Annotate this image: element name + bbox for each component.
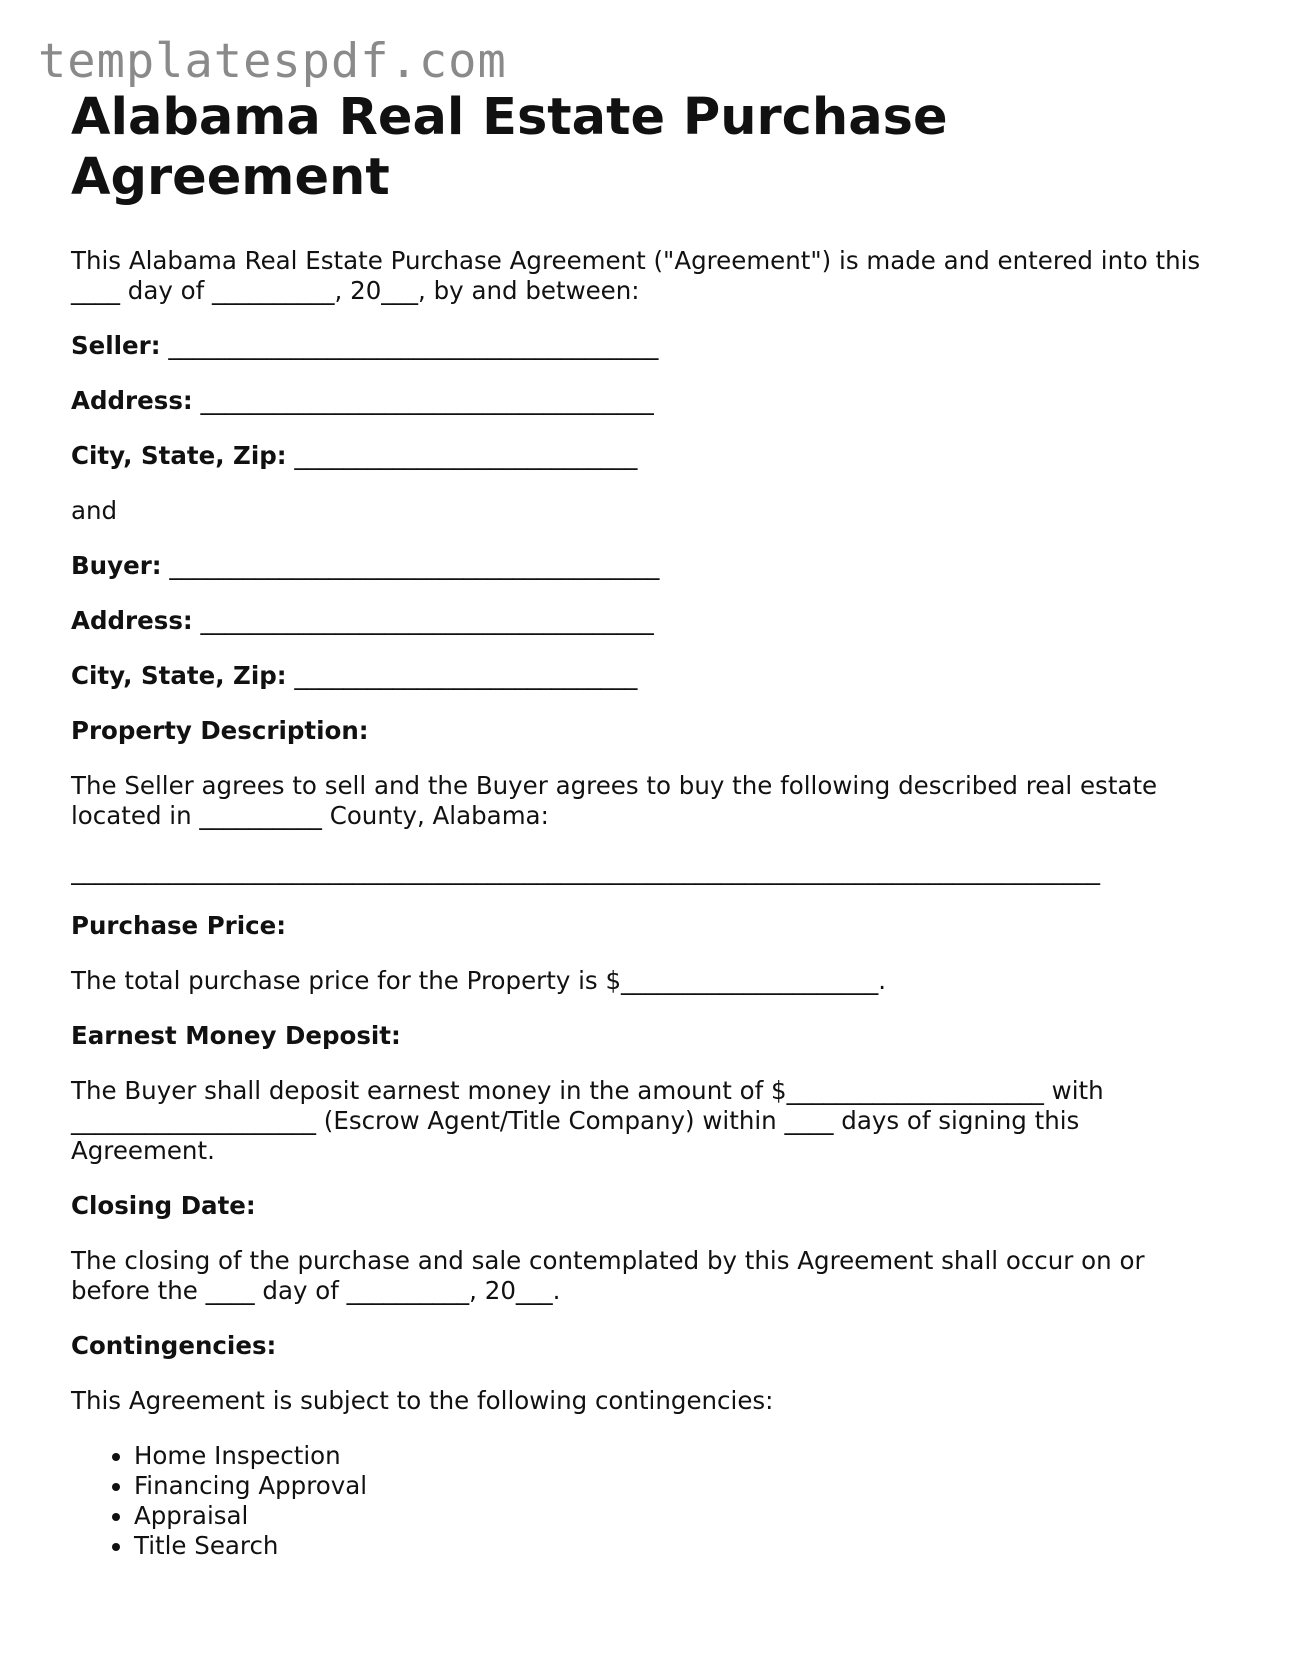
document-body xyxy=(71,88,1201,1561)
buyer-name-field[interactable] xyxy=(71,551,1201,581)
contingencies-list xyxy=(71,1441,1201,1561)
property-paragraph: The Seller agrees to sell and the Buyer agrees to buy the following described real estate located in __________ County, Alabama: xyxy=(71,771,1158,830)
property-description-blank[interactable]: ____________________________________________________________________________________ xyxy=(71,856,1100,885)
closing-date-heading: Closing Date: xyxy=(71,1191,256,1220)
buyer-city-label: City, State, Zip: xyxy=(71,661,287,690)
buyer-city-blank[interactable]: ____________________________ xyxy=(294,661,638,690)
contingencies-paragraph: This Agreement is subject to the following contingencies: xyxy=(71,1386,774,1415)
buyer-city-field[interactable] xyxy=(71,661,1201,691)
seller-address-field[interactable] xyxy=(71,386,1201,416)
intro-paragraph: This Alabama Real Estate Purchase Agreement ("Agreement") is made and entered into this ____ day of __________, 20___, by and between: xyxy=(71,246,1201,305)
buyer-name-blank[interactable]: ________________________________________ xyxy=(169,551,660,580)
seller-name-field[interactable] xyxy=(71,331,1201,361)
seller-name-label: Seller: xyxy=(71,331,161,360)
seller-name-blank[interactable]: ________________________________________ xyxy=(168,331,659,360)
buyer-address-field[interactable] xyxy=(71,606,1201,636)
list-item: • Title Search xyxy=(134,1531,1201,1561)
purchase-price-paragraph: The total purchase price for the Property is $_____________________. xyxy=(71,966,887,995)
earnest-money-heading: Earnest Money Deposit: xyxy=(71,1021,401,1050)
list-item: • Appraisal xyxy=(134,1501,1201,1531)
list-item: • Home Inspection xyxy=(134,1441,1201,1471)
contingencies-heading: Contingencies: xyxy=(71,1331,277,1360)
seller-city-field[interactable] xyxy=(71,441,1201,471)
property-heading: Property Description: xyxy=(71,716,369,745)
seller-city-blank[interactable]: ____________________________ xyxy=(294,441,638,470)
and-text: and xyxy=(71,496,118,525)
earnest-money-paragraph: The Buyer shall deposit earnest money in the amount of $_____________________ with ____________________ (Escrow Agent/Title Company) within ____ days of signing this Agreement. xyxy=(71,1076,1104,1165)
buyer-address-label: Address: xyxy=(71,606,193,635)
buyer-name-label: Buyer: xyxy=(71,551,162,580)
seller-address-label: Address: xyxy=(71,386,193,415)
watermark: templatespdf.com xyxy=(38,34,507,89)
seller-address-blank[interactable]: _____________________________________ xyxy=(200,386,654,415)
list-item: • Financing Approval xyxy=(134,1471,1201,1501)
closing-date-paragraph: The closing of the purchase and sale contemplated by this Agreement shall occur on or before the ____ day of __________, 20___. xyxy=(71,1246,1145,1305)
buyer-address-blank[interactable]: _____________________________________ xyxy=(200,606,654,635)
purchase-price-heading: Purchase Price: xyxy=(71,911,287,940)
seller-city-label: City, State, Zip: xyxy=(71,441,287,470)
document-title: Alabama Real Estate Purchase Agreement xyxy=(71,88,948,207)
